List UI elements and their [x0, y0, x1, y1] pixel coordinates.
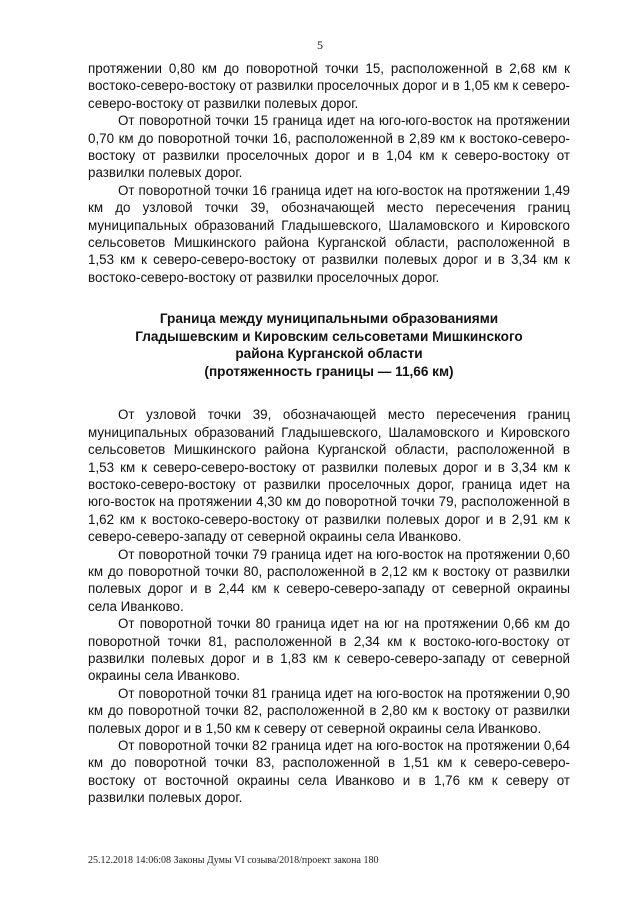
paragraph: От поворотной точки 81 граница идет на юго-восток на протяжении 0,90 км до поворотной точки 82, расположенной в 2,80 км к востоку от развилки полевых дорог и в 1,50 км к северу от северной окраины села Иванково.: [88, 685, 570, 736]
heading-line: Гладышевским и Кировским сельсоветами Мишкинского: [135, 328, 523, 344]
paragraph: От узловой точки 39, обозначающей место пересечения границ муниципальных образований Гладышевского, Шаламовского и Кировского сельсоветов Мишкинского района Курганской области, расположенной в 1,53 км к северо-северо-востоку от развилки полевых дорог и в 3,34 км к востоко-северо-востоку от развилки проселочных дорог, граница идет на юго-восток на протяжении 4,30 км до поворотной точки 79, расположенной в 1,62 км к востоко-северо-востоку от развилки полевых дорог и в 2,91 км к северо-северо-западу от северной окраины села Иванково.: [88, 407, 570, 545]
document-body: [88, 60, 570, 807]
paragraph: От поворотной точки 82 граница идет на юго-восток на протяжении 0,64 км до поворотной точки 83, расположенной в 1,51 км к северо-северо-востоку от восточной окраины села Иванково и в 1,76 км к северу от развилки полевых дорог.: [88, 738, 570, 806]
paragraph: От поворотной точки 80 граница идет на юг на протяжении 0,66 км до поворотной точки 81, расположенной в 2,34 км к востоко-юго-востоку от развилки полевых дорог и в 1,83 км к северо-северо-западу от северной окраины села Иванково.: [88, 616, 570, 684]
heading-length: (протяженность границы — 11,66 км): [204, 363, 454, 379]
paragraph: От поворотной точки 79 граница идет на юго-восток на протяжении 0,60 км до поворотной точки 80, расположенной в 2,12 км к востоку от развилки полевых дорог и в 2,44 км к северо-северо-западу от северной окраины села Иванково.: [88, 546, 570, 614]
paragraph: протяжении 0,80 км до поворотной точки 15, расположенной в 2,68 км к востоко-северо-востоку от развилки проселочных дорог и в 1,05 км к северо-северо-востоку от развилки полевых дорог.: [88, 61, 570, 111]
section-heading: [88, 310, 570, 380]
page-number: 5: [317, 38, 323, 52]
paragraph: От поворотной точки 15 граница идет на юго-юго-восток на протяжении 0,70 км до поворотной точки 16, расположенной в 2,89 км к востоко-северо-востоку от развилки проселочных дорог и в 1,04 км к северо-востоку от развилки полевых дорог.: [88, 113, 570, 181]
heading-line: района Курганской области: [235, 346, 423, 362]
paragraph: От поворотной точки 16 граница идет на юго-восток на протяжении 1,49 км до узловой точки 39, обозначающей место пересечения границ муниципальных образований Гладышевского, Шаламовского и Кировского сельсоветов Мишкинского района Курганской области, расположенной в 1,53 км к северо-северо-востоку от развилки полевых дорог и в 3,34 км к востоко-северо-востоку от развилки проселочных дорог.: [88, 182, 570, 285]
document-footer: 25.12.2018 14:06:08 Законы Думы VI созыва/2018/проект закона 180: [88, 855, 379, 866]
heading-line: Граница между муниципальными образованиями: [159, 311, 499, 327]
